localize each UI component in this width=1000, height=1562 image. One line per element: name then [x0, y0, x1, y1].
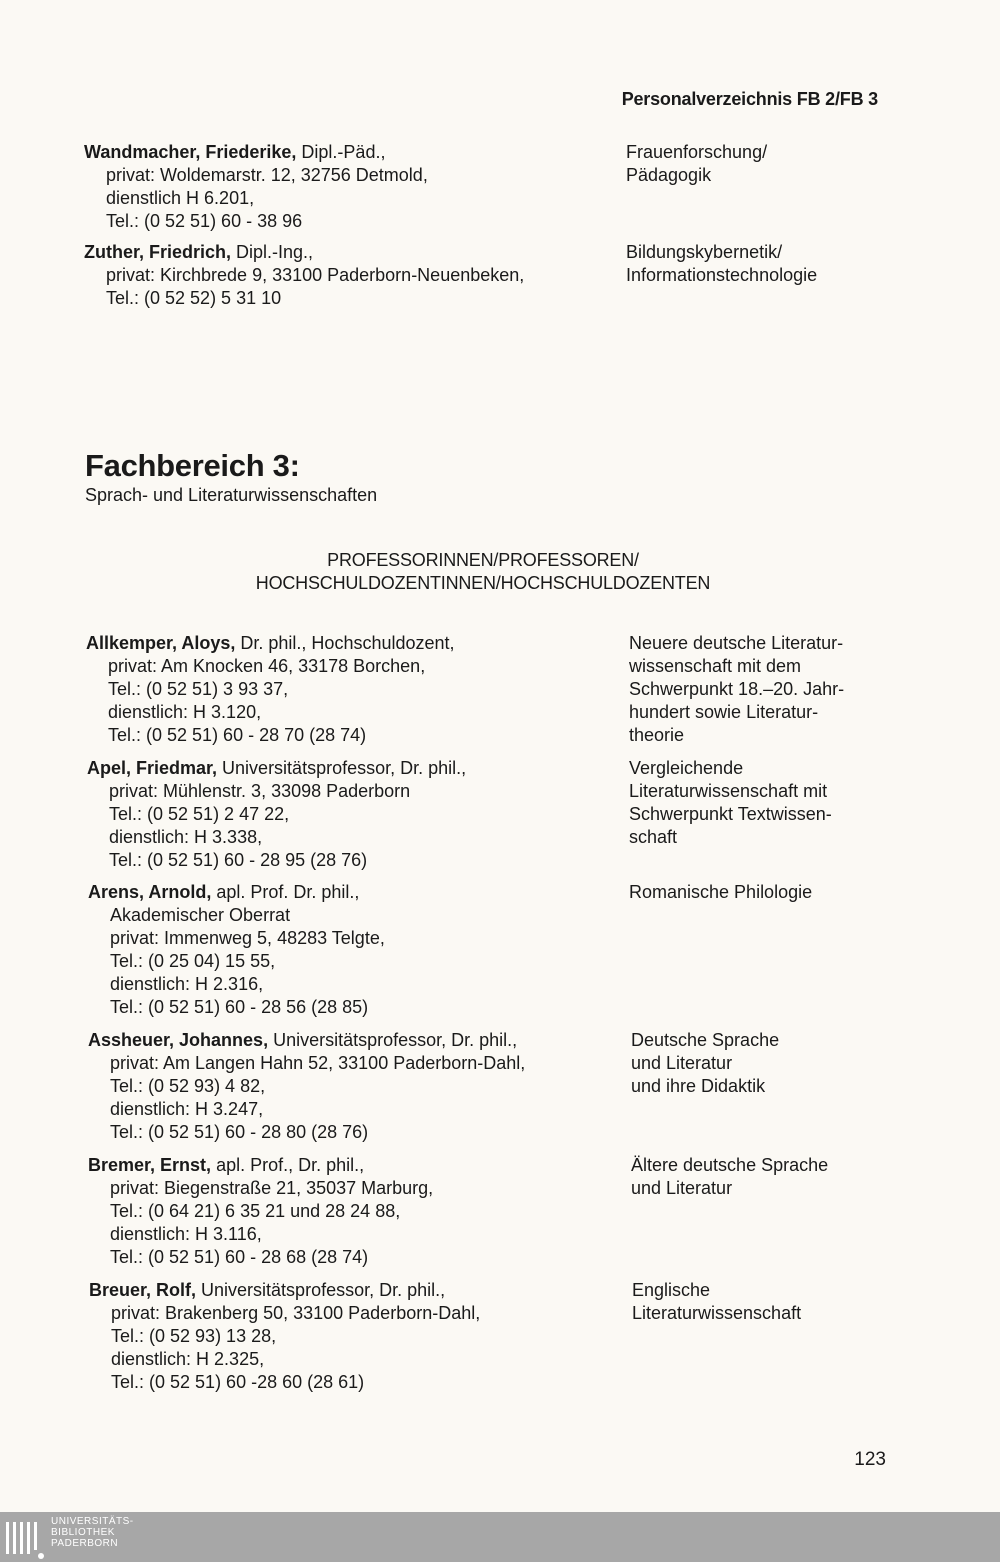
- person-title: Universitätsprofessor, Dr. phil.,: [268, 1030, 518, 1050]
- entry-subject: [626, 241, 886, 287]
- entry-line: dienstlich: H 2.316,: [110, 974, 264, 994]
- person-name: Zuther, Friedrich,: [84, 242, 232, 262]
- entry-line: dienstlich H 6.201,: [106, 188, 255, 208]
- page-number: 123: [854, 1449, 886, 1470]
- entry-line: dienstlich: H 3.116,: [110, 1224, 262, 1244]
- entry-line: Tel.: (0 52 51) 3 93 37,: [108, 679, 289, 699]
- subject-line: Vergleichende: [629, 758, 744, 778]
- subject-line: schaft: [629, 827, 678, 847]
- person-title: apl. Prof., Dr. phil.,: [211, 1155, 365, 1175]
- entry-line: privat: Am Knocken 46, 33178 Borchen,: [108, 656, 426, 676]
- entry-line: Tel.: (0 52 93) 4 82,: [110, 1076, 266, 1096]
- subject-line: theorie: [629, 725, 685, 745]
- entry-line: privat: Mühlenstr. 3, 33098 Paderborn: [109, 781, 411, 801]
- entry-line: Tel.: (0 52 51) 2 47 22,: [109, 804, 290, 824]
- subject-line: und Literatur: [631, 1053, 733, 1073]
- logo-text-line: UNIVERSITÄTS-: [51, 1516, 134, 1527]
- person-name: Apel, Friedmar,: [87, 758, 218, 778]
- entry-details: [87, 757, 627, 872]
- entry-details: [88, 881, 628, 1019]
- person-name: Arens, Arnold,: [88, 882, 212, 902]
- subject-line: wissenschaft mit dem: [629, 656, 802, 676]
- person-title: Dr. phil., Hochschuldozent,: [235, 633, 455, 653]
- entry-line: Tel.: (0 52 52) 5 31 10: [106, 288, 282, 308]
- person-title: Universitätsprofessor, Dr. phil.,: [196, 1280, 446, 1300]
- entry-subject: [631, 1029, 891, 1098]
- entry-line: privat: Am Langen Hahn 52, 33100 Paderborn-Dahl,: [110, 1053, 526, 1073]
- subject-line: Englische: [632, 1280, 711, 1300]
- entry-subject: [629, 757, 889, 849]
- entry-first-line: [84, 241, 624, 264]
- section-title: Fachbereich 3:: [85, 448, 300, 483]
- entry-line: Akademischer Oberrat: [110, 905, 291, 925]
- entry-line: Tel.: (0 25 04) 15 55,: [110, 951, 276, 971]
- subject-line: Schwerpunkt 18.–20. Jahr-: [629, 679, 845, 699]
- subject-line: hundert sowie Literatur-: [629, 702, 819, 722]
- entry-line: dienstlich: H 3.247,: [110, 1099, 264, 1119]
- entry-line: Tel.: (0 52 51) 60 - 38 96: [106, 211, 303, 231]
- entry-first-line: [86, 632, 626, 655]
- entry-subject: [629, 881, 889, 904]
- library-footer-bar: [0, 1512, 1000, 1562]
- subject-line: und ihre Didaktik: [631, 1076, 766, 1096]
- person-name: Allkemper, Aloys,: [86, 633, 236, 653]
- entry-line: dienstlich: H 3.338,: [109, 827, 263, 847]
- library-logo-text: [51, 1516, 134, 1549]
- entry-line: Tel.: (0 52 93) 13 28,: [111, 1326, 277, 1346]
- entry-details: [88, 1154, 628, 1269]
- group-heading: [0, 549, 966, 595]
- subject-line: Romanische Philologie: [629, 882, 813, 902]
- logo-text-line: BIBLIOTHEK: [51, 1527, 115, 1538]
- entry-details: [84, 241, 624, 310]
- subject-line: Schwerpunkt Textwissen-: [629, 804, 832, 824]
- subject-line: Neuere deutsche Literatur-: [629, 633, 844, 653]
- entry-first-line: [88, 881, 628, 904]
- person-name: Breuer, Rolf,: [89, 1280, 197, 1300]
- person-title: Dipl.-Päd.,: [296, 142, 386, 162]
- subject-line: Informationstechnologie: [626, 265, 818, 285]
- entry-details: [86, 632, 626, 747]
- entry-line: privat: Woldemarstr. 12, 32756 Detmold,: [106, 165, 428, 185]
- entry-line: dienstlich: H 3.120,: [108, 702, 262, 722]
- entry-line: privat: Kirchbrede 9, 33100 Paderborn-Neuenbeken,: [106, 265, 525, 285]
- entry-line: Tel.: (0 52 51) 60 - 28 68 (28 74): [110, 1247, 369, 1267]
- entry-first-line: [88, 1029, 628, 1052]
- entry-line: privat: Biegenstraße 21, 35037 Marburg,: [110, 1178, 434, 1198]
- entry-first-line: [87, 757, 627, 780]
- entry-subject: [631, 1154, 891, 1200]
- entry-first-line: [89, 1279, 629, 1302]
- entry-line: Tel.: (0 52 51) 60 -28 60 (28 61): [111, 1372, 365, 1392]
- entry-subject: [632, 1279, 892, 1325]
- entry-details: [89, 1279, 629, 1394]
- subject-line: Pädagogik: [626, 165, 712, 185]
- subject-line: Literaturwissenschaft: [632, 1303, 802, 1323]
- entry-line: Tel.: (0 52 51) 60 - 28 56 (28 85): [110, 997, 369, 1017]
- subject-line: Ältere deutsche Sprache: [631, 1155, 829, 1175]
- subject-line: Bildungskybernetik/: [626, 242, 783, 262]
- group-heading-line: PROFESSORINNEN/PROFESSOREN/: [327, 550, 639, 570]
- entry-line: dienstlich: H 2.325,: [111, 1349, 265, 1369]
- entry-line: Tel.: (0 52 51) 60 - 28 70 (28 74): [108, 725, 367, 745]
- person-name: Bremer, Ernst,: [88, 1155, 212, 1175]
- group-heading-line: HOCHSCHULDOZENTINNEN/HOCHSCHULDOZENTEN: [255, 573, 711, 593]
- person-title: Universitätsprofessor, Dr. phil.,: [217, 758, 467, 778]
- entry-first-line: [84, 141, 624, 164]
- section-subtitle: Sprach- und Literaturwissenschaften: [85, 485, 378, 505]
- entry-first-line: [88, 1154, 628, 1177]
- entry-line: Tel.: (0 52 51) 60 - 28 80 (28 76): [110, 1122, 369, 1142]
- library-logo-icon: [4, 1516, 48, 1560]
- running-head: Personalverzeichnis FB 2/FB 3: [621, 89, 878, 109]
- entry-details: [84, 141, 624, 233]
- entry-details: [88, 1029, 628, 1144]
- entry-line: Tel.: (0 64 21) 6 35 21 und 28 24 88,: [110, 1201, 401, 1221]
- entry-line: privat: Immenweg 5, 48283 Telgte,: [110, 928, 385, 948]
- logo-text-line: PADERBORN: [51, 1538, 119, 1549]
- subject-line: Frauenforschung/: [626, 142, 768, 162]
- person-name: Assheuer, Johannes,: [88, 1030, 269, 1050]
- person-title: apl. Prof. Dr. phil.,: [211, 882, 360, 902]
- subject-line: Literaturwissenschaft mit: [629, 781, 828, 801]
- entry-subject: [629, 632, 889, 747]
- entry-subject: [626, 141, 886, 187]
- subject-line: Deutsche Sprache: [631, 1030, 780, 1050]
- subject-line: und Literatur: [631, 1178, 733, 1198]
- person-title: Dipl.-Ing.,: [231, 242, 314, 262]
- person-name: Wandmacher, Friederike,: [84, 142, 297, 162]
- entry-line: Tel.: (0 52 51) 60 - 28 95 (28 76): [109, 850, 368, 870]
- entry-line: privat: Brakenberg 50, 33100 Paderborn-Dahl,: [111, 1303, 481, 1323]
